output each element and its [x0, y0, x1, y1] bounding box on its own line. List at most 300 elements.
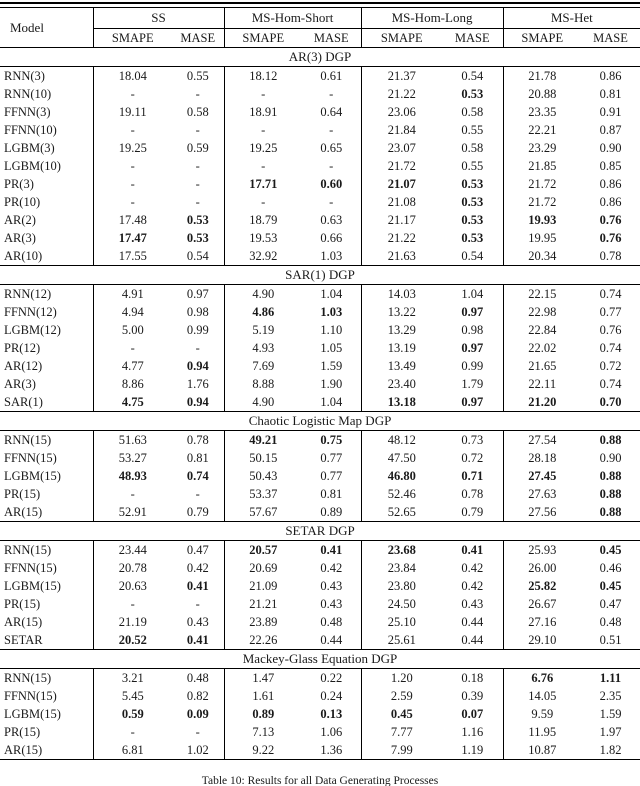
- cell-value: 22.11: [503, 375, 581, 393]
- cell-value: 0.75: [320, 433, 343, 447]
- cell-value: 0.85: [599, 159, 622, 173]
- cell-value: -: [224, 85, 302, 103]
- cell-value: 1.97: [599, 725, 622, 739]
- cell-value: 52.46: [361, 485, 442, 503]
- cell-value: 18.04: [93, 67, 172, 86]
- cell-value: -: [195, 725, 200, 739]
- cell-value: 20.52: [93, 631, 172, 650]
- table-header: [0, 8, 640, 48]
- cell-value: 0.53: [461, 87, 484, 101]
- cell-value: 19.95: [503, 229, 581, 247]
- cell-value: 0.55: [461, 159, 484, 173]
- cell-value: 18.91: [224, 103, 302, 121]
- table-row: [0, 157, 640, 175]
- cell-value: 21.65: [503, 357, 581, 375]
- cell-value: 23.80: [361, 577, 442, 595]
- cell-value: 27.63: [503, 485, 581, 503]
- cell-value: 17.47: [93, 229, 172, 247]
- table-row: [0, 121, 640, 139]
- cell-value: 0.81: [599, 87, 622, 101]
- metric-header-smape: SMAPE: [503, 29, 581, 48]
- cell-value: 0.74: [599, 287, 622, 301]
- cell-value: 21.78: [503, 67, 581, 86]
- cell-value: 21.17: [361, 211, 442, 229]
- cell-value: -: [93, 157, 172, 175]
- table-row: [0, 613, 640, 631]
- model-name-cell: RNN(15): [4, 433, 52, 447]
- results-table: [0, 8, 640, 760]
- model-name-cell: AR(10): [4, 249, 43, 263]
- cell-value: 0.39: [461, 689, 484, 703]
- cell-value: 0.09: [186, 707, 209, 721]
- table-body: [0, 48, 640, 760]
- model-name-cell: FFNN(12): [4, 305, 57, 319]
- cell-value: 21.85: [503, 157, 581, 175]
- cell-value: 0.60: [320, 177, 343, 191]
- metric-header-mase: MASE: [581, 29, 640, 48]
- table-row: [0, 285, 640, 304]
- table-row: [0, 669, 640, 688]
- cell-value: 9.22: [224, 741, 302, 760]
- cell-value: 0.42: [461, 561, 484, 575]
- model-name-cell: PR(15): [4, 487, 41, 501]
- cell-value: -: [93, 723, 172, 741]
- cell-value: 1.06: [320, 725, 343, 739]
- cell-value: 20.34: [503, 247, 581, 266]
- cell-value: 7.13: [224, 723, 302, 741]
- cell-value: 20.78: [93, 559, 172, 577]
- cell-value: 0.48: [320, 615, 343, 629]
- cell-value: 0.42: [320, 561, 343, 575]
- metric-header-smape: SMAPE: [361, 29, 442, 48]
- cell-value: 0.54: [461, 69, 484, 83]
- cell-value: 27.54: [503, 431, 581, 450]
- cell-value: 0.78: [186, 433, 209, 447]
- cell-value: 2.35: [599, 689, 622, 703]
- cell-value: 0.58: [461, 105, 484, 119]
- table-row: [0, 229, 640, 247]
- cell-value: 7.99: [361, 741, 442, 760]
- table-row: [0, 247, 640, 266]
- table-row: [0, 339, 640, 357]
- cell-value: 0.58: [461, 141, 484, 155]
- table-row: [0, 741, 640, 760]
- cell-value: 0.94: [186, 395, 209, 409]
- cell-value: 25.82: [503, 577, 581, 595]
- cell-value: 25.61: [361, 631, 442, 650]
- cell-value: 0.77: [599, 305, 622, 319]
- cell-value: 0.88: [599, 487, 622, 501]
- cell-value: 0.97: [186, 287, 209, 301]
- cell-value: 0.79: [186, 505, 209, 519]
- model-name-cell: PR(15): [4, 597, 41, 611]
- group-header-ms-hom-short: MS-Hom-Short: [224, 8, 361, 29]
- model-name-cell: FFNN(15): [4, 561, 57, 575]
- section-header-row: [0, 412, 640, 431]
- cell-value: 0.41: [186, 633, 209, 647]
- cell-value: 0.54: [186, 249, 209, 263]
- cell-value: 1.03: [320, 305, 343, 319]
- cell-value: 26.67: [503, 595, 581, 613]
- model-name-cell: AR(15): [4, 505, 43, 519]
- cell-value: 1.47: [224, 669, 302, 688]
- cell-value: 23.89: [224, 613, 302, 631]
- cell-value: 0.98: [461, 323, 484, 337]
- model-name-cell: LGBM(15): [4, 469, 61, 483]
- cell-value: 20.69: [224, 559, 302, 577]
- table-row: [0, 67, 640, 86]
- cell-value: 18.79: [224, 211, 302, 229]
- table-row: [0, 705, 640, 723]
- model-name-cell: RNN(15): [4, 543, 52, 557]
- cell-value: 0.72: [461, 451, 484, 465]
- cell-value: 0.76: [599, 231, 622, 245]
- table-row: [0, 303, 640, 321]
- cell-value: 17.55: [93, 247, 172, 266]
- cell-value: 0.47: [186, 543, 209, 557]
- cell-value: 1.79: [461, 377, 484, 391]
- cell-value: -: [224, 157, 302, 175]
- model-name-cell: FFNN(15): [4, 451, 57, 465]
- model-name-cell: FFNN(3): [4, 105, 51, 119]
- cell-value: 0.22: [320, 671, 343, 685]
- cell-value: 27.56: [503, 503, 581, 522]
- cell-value: 0.70: [599, 395, 622, 409]
- cell-value: -: [195, 177, 200, 191]
- cell-value: 0.72: [599, 359, 622, 373]
- cell-value: 17.71: [224, 175, 302, 193]
- cell-value: 22.26: [224, 631, 302, 650]
- cell-value: 0.94: [186, 359, 209, 373]
- cell-value: 1.02: [186, 743, 209, 757]
- cell-value: 22.98: [503, 303, 581, 321]
- cell-value: 0.64: [320, 105, 343, 119]
- paper-page: [0, 2, 640, 786]
- cell-value: 52.91: [93, 503, 172, 522]
- cell-value: 53.37: [224, 485, 302, 503]
- cell-value: 1.36: [320, 743, 343, 757]
- cell-value: -: [195, 597, 200, 611]
- cell-value: 0.07: [461, 707, 484, 721]
- cell-value: 22.84: [503, 321, 581, 339]
- table-row: [0, 541, 640, 560]
- cell-value: 22.21: [503, 121, 581, 139]
- cell-value: 0.76: [599, 323, 622, 337]
- model-name-cell: LGBM(15): [4, 579, 61, 593]
- cell-value: 51.63: [93, 431, 172, 450]
- table-row: [0, 595, 640, 613]
- cell-value: 0.77: [320, 451, 343, 465]
- table-row: [0, 485, 640, 503]
- group-header-ms-hom-long: MS-Hom-Long: [361, 8, 503, 29]
- cell-value: 0.44: [461, 615, 484, 629]
- cell-value: 0.45: [361, 705, 442, 723]
- cell-value: 5.00: [93, 321, 172, 339]
- model-name-cell: AR(2): [4, 213, 36, 227]
- metric-header-smape: SMAPE: [224, 29, 302, 48]
- cell-value: 21.72: [503, 193, 581, 211]
- table-row: [0, 577, 640, 595]
- cell-value: 0.78: [461, 487, 484, 501]
- cell-value: 23.29: [503, 139, 581, 157]
- section-title: Chaotic Logistic Map DGP: [0, 412, 640, 431]
- cell-value: 1.10: [320, 323, 343, 337]
- cell-value: 0.77: [320, 469, 343, 483]
- cell-value: 21.19: [93, 613, 172, 631]
- cell-value: 13.22: [361, 303, 442, 321]
- metric-header-mase: MASE: [442, 29, 503, 48]
- model-name-cell: PR(10): [4, 195, 41, 209]
- cell-value: 0.44: [320, 633, 343, 647]
- cell-value: 1.90: [320, 377, 343, 391]
- cell-value: 0.74: [186, 469, 209, 483]
- cell-value: -: [329, 159, 334, 173]
- cell-value: -: [329, 195, 334, 209]
- cell-value: 0.51: [599, 633, 622, 647]
- cell-value: 0.44: [461, 633, 484, 647]
- cell-value: 21.21: [224, 595, 302, 613]
- cell-value: 21.22: [361, 85, 442, 103]
- cell-value: 28.18: [503, 449, 581, 467]
- cell-value: 13.18: [361, 393, 442, 412]
- model-name-cell: SETAR: [4, 633, 43, 647]
- cell-value: 1.05: [320, 341, 343, 355]
- section-title: SAR(1) DGP: [0, 266, 640, 285]
- section-header-row: [0, 522, 640, 541]
- cell-value: 0.43: [461, 597, 484, 611]
- cell-value: 24.50: [361, 595, 442, 613]
- cell-value: 0.87: [599, 123, 622, 137]
- cell-value: 57.67: [224, 503, 302, 522]
- cell-value: 0.99: [461, 359, 484, 373]
- cell-value: 47.50: [361, 449, 442, 467]
- group-header-ss: SS: [93, 8, 224, 29]
- table-row: [0, 175, 640, 193]
- cell-value: 0.98: [186, 305, 209, 319]
- model-name-cell: AR(3): [4, 377, 36, 391]
- cell-value: 21.72: [361, 157, 442, 175]
- cell-value: 0.90: [599, 141, 622, 155]
- model-name-cell: AR(3): [4, 231, 36, 245]
- cell-value: 0.88: [599, 433, 622, 447]
- cell-value: 0.61: [320, 69, 343, 83]
- table-row: [0, 559, 640, 577]
- model-name-cell: PR(12): [4, 341, 41, 355]
- cell-value: 23.35: [503, 103, 581, 121]
- cell-value: 19.11: [93, 103, 172, 121]
- cell-value: 1.04: [320, 287, 343, 301]
- cell-value: 0.74: [599, 341, 622, 355]
- cell-value: 2.59: [361, 687, 442, 705]
- cell-value: 0.90: [599, 451, 622, 465]
- cell-value: -: [195, 341, 200, 355]
- cell-value: 0.66: [320, 231, 343, 245]
- cell-value: 48.12: [361, 431, 442, 450]
- cell-value: 1.76: [186, 377, 209, 391]
- cell-value: 0.42: [461, 579, 484, 593]
- cell-value: 0.78: [599, 249, 622, 263]
- cell-value: 4.91: [93, 285, 172, 304]
- cell-value: 49.21: [224, 431, 302, 450]
- cell-value: 0.43: [186, 615, 209, 629]
- cell-value: 6.81: [93, 741, 172, 760]
- cell-value: 0.41: [186, 579, 209, 593]
- cell-value: 0.43: [320, 597, 343, 611]
- cell-value: 0.97: [461, 395, 484, 409]
- cell-value: 4.94: [93, 303, 172, 321]
- cell-value: 0.81: [320, 487, 343, 501]
- cell-value: 3.21: [93, 669, 172, 688]
- cell-value: 20.57: [224, 541, 302, 560]
- cell-value: 0.53: [461, 231, 484, 245]
- cell-value: 1.82: [599, 743, 622, 757]
- cell-value: -: [224, 121, 302, 139]
- model-name-cell: FFNN(15): [4, 689, 57, 703]
- cell-value: -: [224, 193, 302, 211]
- cell-value: 0.76: [599, 213, 622, 227]
- table-row: [0, 85, 640, 103]
- model-name-cell: SAR(1): [4, 395, 43, 409]
- cell-value: 23.44: [93, 541, 172, 560]
- cell-value: 17.48: [93, 211, 172, 229]
- cell-value: 0.89: [320, 505, 343, 519]
- cell-value: 21.37: [361, 67, 442, 86]
- cell-value: 0.53: [461, 213, 484, 227]
- cell-value: 5.19: [224, 321, 302, 339]
- cell-value: 21.63: [361, 247, 442, 266]
- model-name-cell: PR(3): [4, 177, 34, 191]
- cell-value: 7.77: [361, 723, 442, 741]
- cell-value: 0.59: [93, 705, 172, 723]
- cell-value: 0.55: [461, 123, 484, 137]
- table-row: [0, 375, 640, 393]
- cell-value: 0.47: [599, 597, 622, 611]
- cell-value: 1.03: [320, 249, 343, 263]
- cell-value: 19.53: [224, 229, 302, 247]
- cell-value: 4.86: [224, 303, 302, 321]
- cell-value: 1.16: [461, 725, 484, 739]
- section-title: Mackey-Glass Equation DGP: [0, 650, 640, 669]
- cell-value: 0.58: [186, 105, 209, 119]
- cell-value: 0.59: [186, 141, 209, 155]
- table-row: [0, 139, 640, 157]
- model-name-cell: LGBM(15): [4, 707, 61, 721]
- cell-value: 0.24: [320, 689, 343, 703]
- cell-value: 52.65: [361, 503, 442, 522]
- cell-value: 5.45: [93, 687, 172, 705]
- cell-value: 4.90: [224, 393, 302, 412]
- cell-value: 23.07: [361, 139, 442, 157]
- cell-value: 0.55: [186, 69, 209, 83]
- cell-value: 19.93: [503, 211, 581, 229]
- cell-value: 27.16: [503, 613, 581, 631]
- table-row: [0, 631, 640, 650]
- cell-value: 21.84: [361, 121, 442, 139]
- cell-value: 23.68: [361, 541, 442, 560]
- cell-value: 21.20: [503, 393, 581, 412]
- table-row: [0, 357, 640, 375]
- cell-value: 1.04: [320, 395, 343, 409]
- cell-value: 0.91: [599, 105, 622, 119]
- cell-value: 21.08: [361, 193, 442, 211]
- cell-value: -: [93, 175, 172, 193]
- cell-value: -: [195, 87, 200, 101]
- cell-value: 8.88: [224, 375, 302, 393]
- section-header-row: [0, 266, 640, 285]
- cell-value: 27.45: [503, 467, 581, 485]
- cell-value: 1.20: [361, 669, 442, 688]
- model-name-cell: LGBM(12): [4, 323, 61, 337]
- cell-value: 23.06: [361, 103, 442, 121]
- cell-value: 1.04: [461, 287, 484, 301]
- cell-value: 50.43: [224, 467, 302, 485]
- cell-value: 0.73: [461, 433, 484, 447]
- cell-value: 19.25: [224, 139, 302, 157]
- model-name-cell: AR(15): [4, 615, 43, 629]
- model-name-cell: LGBM(10): [4, 159, 61, 173]
- cell-value: -: [93, 85, 172, 103]
- table-row: [0, 193, 640, 211]
- cell-value: 10.87: [503, 741, 581, 760]
- table-row: [0, 431, 640, 450]
- cell-value: 22.02: [503, 339, 581, 357]
- cell-value: 21.72: [503, 175, 581, 193]
- cell-value: 0.71: [461, 469, 484, 483]
- cell-value: 23.84: [361, 559, 442, 577]
- cell-value: -: [329, 87, 334, 101]
- cell-value: -: [93, 121, 172, 139]
- cell-value: 48.93: [93, 467, 172, 485]
- section-title: SETAR DGP: [0, 522, 640, 541]
- cell-value: 1.59: [599, 707, 622, 721]
- cell-value: 7.69: [224, 357, 302, 375]
- cell-value: -: [93, 339, 172, 357]
- cell-value: 21.22: [361, 229, 442, 247]
- cell-value: 53.27: [93, 449, 172, 467]
- section-header-row: [0, 48, 640, 67]
- cell-value: 0.41: [461, 543, 484, 557]
- table-row: [0, 103, 640, 121]
- cell-value: 0.53: [186, 231, 209, 245]
- cell-value: 0.53: [186, 213, 209, 227]
- cell-value: 0.41: [320, 543, 343, 557]
- cell-value: -: [195, 159, 200, 173]
- cell-value: 21.09: [224, 577, 302, 595]
- cell-value: 4.77: [93, 357, 172, 375]
- cell-value: 0.13: [320, 707, 343, 721]
- cell-value: 20.63: [93, 577, 172, 595]
- cell-value: 0.53: [461, 195, 484, 209]
- cell-value: 13.49: [361, 357, 442, 375]
- cell-value: 18.12: [224, 67, 302, 86]
- cell-value: 0.54: [461, 249, 484, 263]
- cell-value: 6.76: [503, 669, 581, 688]
- cell-value: 29.10: [503, 631, 581, 650]
- cell-value: 0.89: [224, 705, 302, 723]
- table-caption: Table 10: Results for all Data Generating Processes: [201, 775, 439, 786]
- section-header-row: [0, 650, 640, 669]
- cell-value: 1.19: [461, 743, 484, 757]
- cell-value: 9.59: [503, 705, 581, 723]
- cell-value: 32.92: [224, 247, 302, 266]
- cell-value: 14.05: [503, 687, 581, 705]
- cell-value: 8.86: [93, 375, 172, 393]
- cell-value: 11.95: [503, 723, 581, 741]
- cell-value: 0.79: [461, 505, 484, 519]
- model-name-cell: RNN(15): [4, 671, 52, 685]
- cell-value: 0.99: [186, 323, 209, 337]
- cell-value: 0.74: [599, 377, 622, 391]
